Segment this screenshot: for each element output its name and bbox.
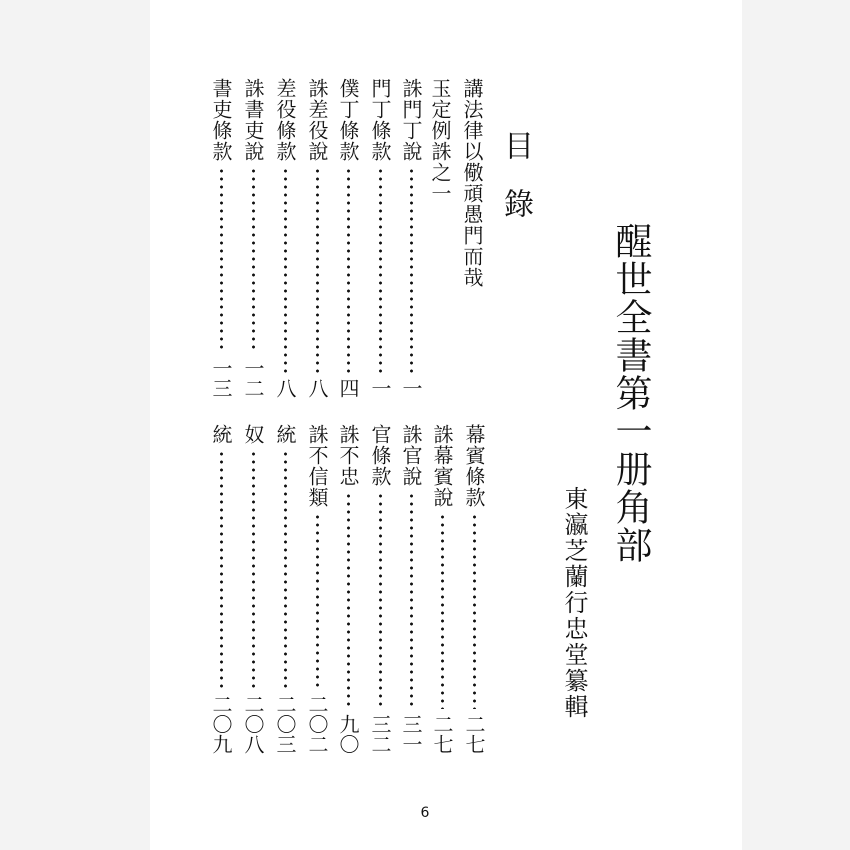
toc-entry-label: 書吏條款	[209, 78, 233, 162]
toc-entry-page: 三一	[399, 714, 423, 754]
toc-entry[interactable]	[368, 424, 392, 754]
toc-entry-page: 二〇三	[273, 694, 297, 754]
toc-entry-page: 一	[399, 378, 423, 398]
toc-entry[interactable]	[209, 424, 233, 754]
leader-dots	[410, 492, 413, 709]
toc-heading-char-2: 錄	[498, 188, 533, 218]
toc-entry[interactable]	[462, 424, 486, 754]
toc-entry-label: 奴	[241, 424, 265, 445]
leader-dots	[252, 167, 255, 353]
toc-entry-label: 僕丁條款	[336, 78, 360, 162]
leader-dots	[220, 450, 223, 689]
toc-entry[interactable]	[399, 424, 423, 754]
toc-entry-page: 一三	[209, 358, 233, 398]
toc-entry-page: 二〇九	[209, 694, 233, 754]
toc-entry-label: 誅差役說	[305, 78, 329, 162]
toc-entry-label: 誅官說	[399, 424, 423, 487]
toc-entry-label: 統	[209, 424, 233, 445]
toc-entry-label: 官條款	[368, 424, 392, 487]
toc-entry-page: 一二	[241, 358, 265, 398]
toc-entry[interactable]	[368, 78, 392, 398]
toc-entry-page: 一	[368, 378, 392, 398]
toc-entry-page: 二〇二	[305, 694, 329, 754]
toc-entry-label: 幕賓條款	[462, 424, 486, 508]
toc-entry[interactable]	[241, 78, 265, 398]
toc-entry[interactable]	[273, 78, 297, 398]
leader-dots	[347, 492, 350, 709]
toc-entry[interactable]	[336, 78, 360, 398]
toc-entry-label: 誅門丁說	[399, 78, 423, 162]
toc-entry-page: 二七	[430, 714, 454, 754]
toc-entry[interactable]	[399, 78, 423, 398]
toc-entry-page: 八	[305, 378, 329, 398]
toc-entry[interactable]	[241, 424, 265, 754]
toc-entry[interactable]	[209, 78, 233, 398]
leader-dots	[441, 513, 444, 709]
leader-dots	[284, 450, 287, 689]
leader-dots	[220, 167, 223, 353]
toc-entry-label: 統	[273, 424, 297, 445]
toc-entry-page: 八	[273, 378, 297, 398]
toc-entry-label: 誅書吏說	[241, 78, 265, 162]
leader-dots	[252, 450, 255, 689]
page-number: 6	[420, 805, 430, 821]
toc-heading-char-1: 目	[498, 130, 533, 160]
toc-entry-page: 二七	[462, 714, 486, 754]
toc-entry[interactable]	[430, 424, 454, 754]
leader-dots	[473, 513, 476, 709]
compiler-credit: 東瀛芝蘭行忠堂纂輯	[560, 486, 588, 720]
toc-entry-label: 門丁條款	[368, 78, 392, 162]
toc-entry[interactable]	[273, 424, 297, 754]
toc-entry-label: 誅幕賓說	[430, 424, 454, 508]
toc-entry-label: 差役條款	[273, 78, 297, 162]
book-title: 醒世全書第一册角部	[609, 222, 652, 564]
leader-dots	[284, 167, 287, 373]
leader-dots	[379, 492, 382, 709]
toc-entry[interactable]	[305, 424, 329, 754]
leader-dots	[379, 167, 382, 373]
leader-dots	[347, 167, 350, 373]
toc-entry-page: 三二	[368, 714, 392, 754]
leader-dots	[316, 167, 319, 373]
toc-entry-label: 誅不信類	[305, 424, 329, 508]
leader-dots	[410, 167, 413, 373]
section-heading: 講法律以儆頑愚門而哉	[460, 78, 484, 288]
toc-entry[interactable]	[305, 78, 329, 398]
toc-heading	[498, 130, 533, 218]
toc-entry-page: 二〇八	[241, 694, 265, 754]
toc-entry-page: 四	[336, 378, 360, 398]
toc-entry-page: 九〇	[336, 714, 360, 754]
toc-entry-label: 誅不忠	[336, 424, 360, 487]
leader-dots	[316, 513, 319, 689]
toc-entry[interactable]	[336, 424, 360, 754]
subsection-heading: 玉定例誅之一	[428, 78, 452, 204]
